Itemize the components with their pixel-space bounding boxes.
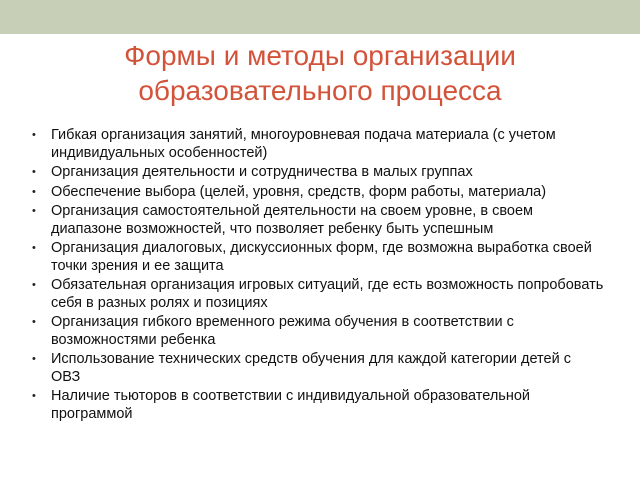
list-item <box>32 277 604 312</box>
list-item <box>32 127 604 162</box>
list-item-text: Наличие тьюторов в соответствии с индивидуальной образовательной программой <box>51 388 531 422</box>
bullet-icon: • <box>32 166 36 178</box>
bullet-icon: • <box>32 185 36 198</box>
list-item <box>32 164 604 182</box>
list-item <box>32 314 604 349</box>
slide-title <box>0 38 640 108</box>
bullet-icon: • <box>32 316 36 328</box>
list-item-text: Организация диалоговых, дискуссионных форм, где возможна выработка своей точки зрения и ее защита <box>51 240 592 274</box>
bullet-icon: • <box>32 390 36 402</box>
list-item-text: Гибкая организация занятий, многоуровневая подача материала (с учетом индивидуальных особенностей) <box>51 127 556 161</box>
bullet-list <box>32 127 604 425</box>
list-item-text: Использование технических средств обучения для каждой категории детей с ОВЗ <box>51 351 571 385</box>
slide-title-line-2: образовательного процесса <box>138 75 502 106</box>
list-item-text: Организация самостоятельной деятельности на своем уровне, в своем диапазоне возможностей, что позволяет ребенку быть успешным <box>51 203 533 237</box>
list-item <box>32 184 604 202</box>
bullet-icon: • <box>32 242 36 254</box>
list-item-text: Организация деятельности и сотрудничества в малых группах <box>51 164 473 180</box>
bullet-icon: • <box>32 129 36 141</box>
bullet-icon: • <box>32 205 36 217</box>
list-item-text: Организация гибкого временного режима обучения в соответствии с возможностями ребенка <box>51 314 514 348</box>
slide-title-line-1: Формы и методы организации <box>124 40 516 71</box>
list-item <box>32 388 604 423</box>
top-decorative-band <box>0 0 640 34</box>
list-item-text: Обеспечение выбора (целей, уровня, средств, форм работы, материала) <box>51 183 547 200</box>
list-item-text: Обязательная организация игровых ситуаций, где есть возможность попробовать себя в разных ролях и позициях <box>51 277 604 311</box>
bullet-icon: • <box>32 353 36 365</box>
list-item <box>32 240 604 275</box>
list-item <box>32 203 604 238</box>
list-item <box>32 351 604 386</box>
bullet-icon: • <box>32 279 36 291</box>
